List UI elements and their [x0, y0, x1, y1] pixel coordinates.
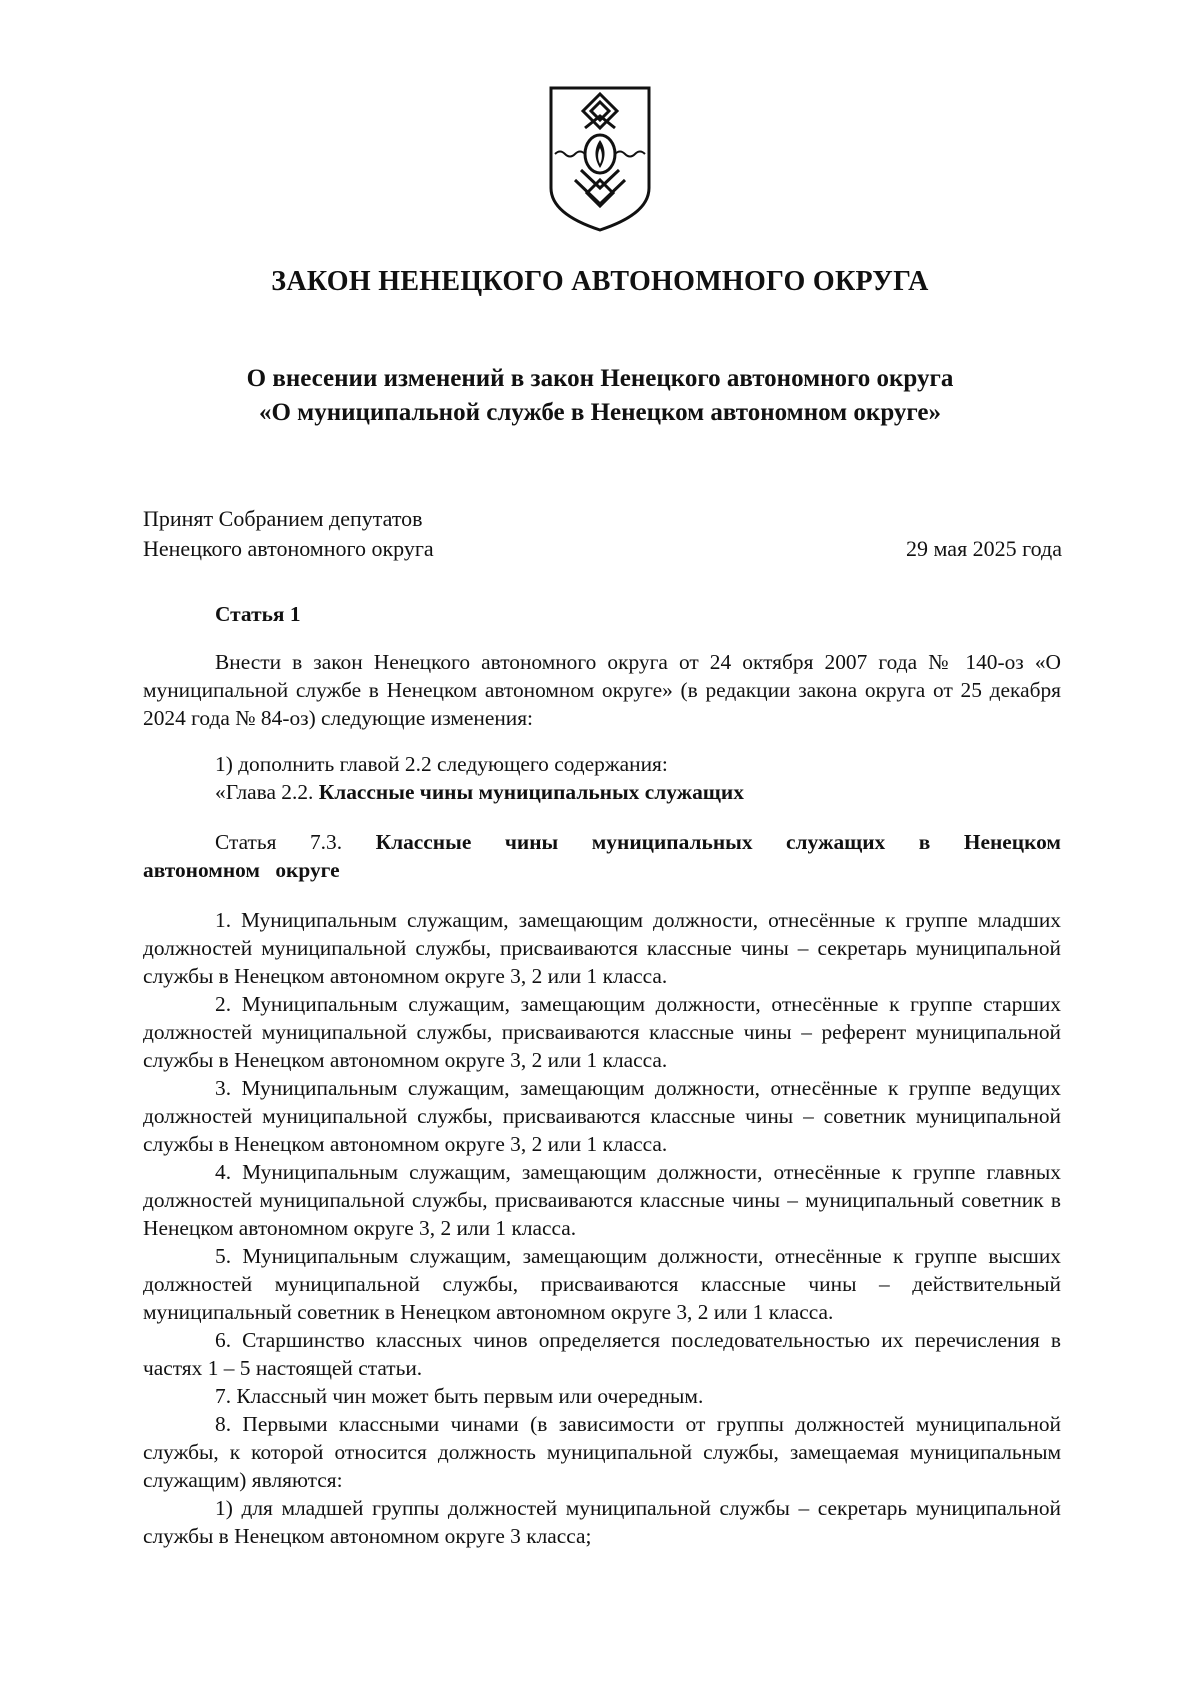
coat-of-arms-emblem	[545, 84, 655, 234]
part-7: 7. Классный чин может быть первым или очередным.	[215, 1384, 704, 1408]
adoption-note	[143, 504, 434, 564]
adoption-line-1: Принят Собранием депутатов	[143, 506, 423, 531]
adoption-date: 29 мая 2025 года	[906, 536, 1062, 561]
law-body	[143, 600, 1061, 1550]
part-2: 2. Муниципальным служащим, замещающим должности, отнесённые к группе старших должностей муниципальной службы, присваиваются классные чины – референт муниципальной службы в Ненецком автономном округе 3, 2 или 1 класса.	[143, 992, 1061, 1072]
subtitle-line-1: О внесении изменений в закон Ненецкого автономного округа	[246, 365, 954, 392]
part-1: 1. Муниципальным служащим, замещающим должности, отнесённые к группе младших должностей муниципальной службы, присваиваются классные чины – секретарь муниципальной службы в Ненецком автономном округе 3, 2 или 1 класса.	[143, 908, 1061, 988]
article-1-intro: Внести в закон Ненецкого автономного округа от 24 октября 2007 года № 140-оз «О муниципальной службе в Ненецком автономном округе» (в редакции закона округа от 25 декабря 2024 года № 84-оз) следующие изменения:	[143, 650, 1061, 730]
subtitle-line-2: «О муниципальной службе в Ненецком автономном округе»	[258, 399, 942, 426]
emblem-icon	[545, 84, 655, 234]
amendment-item-1: 1) дополнить главой 2.2 следующего содержания:	[215, 752, 668, 776]
chapter-prefix: «Глава 2.2.	[215, 780, 319, 804]
part-4: 4. Муниципальным служащим, замещающим должности, отнесённые к группе главных должностей муниципальной службы, присваиваются классные чины – муниципальный советник в Ненецком автономном округе 3, 2 или 1 класса.	[143, 1160, 1061, 1240]
article-7-3-heading	[143, 828, 1061, 884]
part-6: 6. Старшинство классных чинов определяется последовательностью их перечисления в частях 1 – 5 настоящей статьи.	[143, 1328, 1061, 1380]
law-title: ЗАКОН НЕНЕЦКОГО АВТОНОМНОГО ОКРУГА	[271, 266, 929, 297]
article-1-heading: Статья 1	[215, 602, 301, 626]
adoption-line-2: Ненецкого автономного округа	[143, 536, 434, 561]
chapter-title: Классные чины муниципальных служащих	[318, 780, 744, 804]
part-3: 3. Муниципальным служащим, замещающим должности, отнесённые к группе ведущих должностей муниципальной службы, присваиваются классные чины – советник муниципальной службы в Ненецком автономном округе 3, 2 или 1 класса.	[143, 1076, 1061, 1156]
part-8-item-1: 1) для младшей группы должностей муниципальной службы – секретарь муниципальной службы в Ненецком автономном округе 3 класса;	[143, 1496, 1061, 1548]
article-7-3-title: Классные чины муниципальных служащих в Ненецком автономном округе	[143, 830, 1061, 882]
part-8: 8. Первыми классными чинами (в зависимости от группы должностей муниципальной службы, к которой относится должность муниципальной службы, замещаемая муниципальным служащим) являются:	[143, 1412, 1061, 1492]
article-7-3-prefix: Статья 7.3.	[215, 830, 376, 854]
law-subtitle	[0, 362, 1200, 430]
chapter-2-2-heading	[143, 778, 1061, 806]
part-5: 5. Муниципальным служащим, замещающим должности, отнесённые к группе высших должностей муниципальной службы, присваиваются классные чины – действительный муниципальный советник в Ненецком автономном округе 3, 2 или 1 класса.	[143, 1244, 1061, 1324]
